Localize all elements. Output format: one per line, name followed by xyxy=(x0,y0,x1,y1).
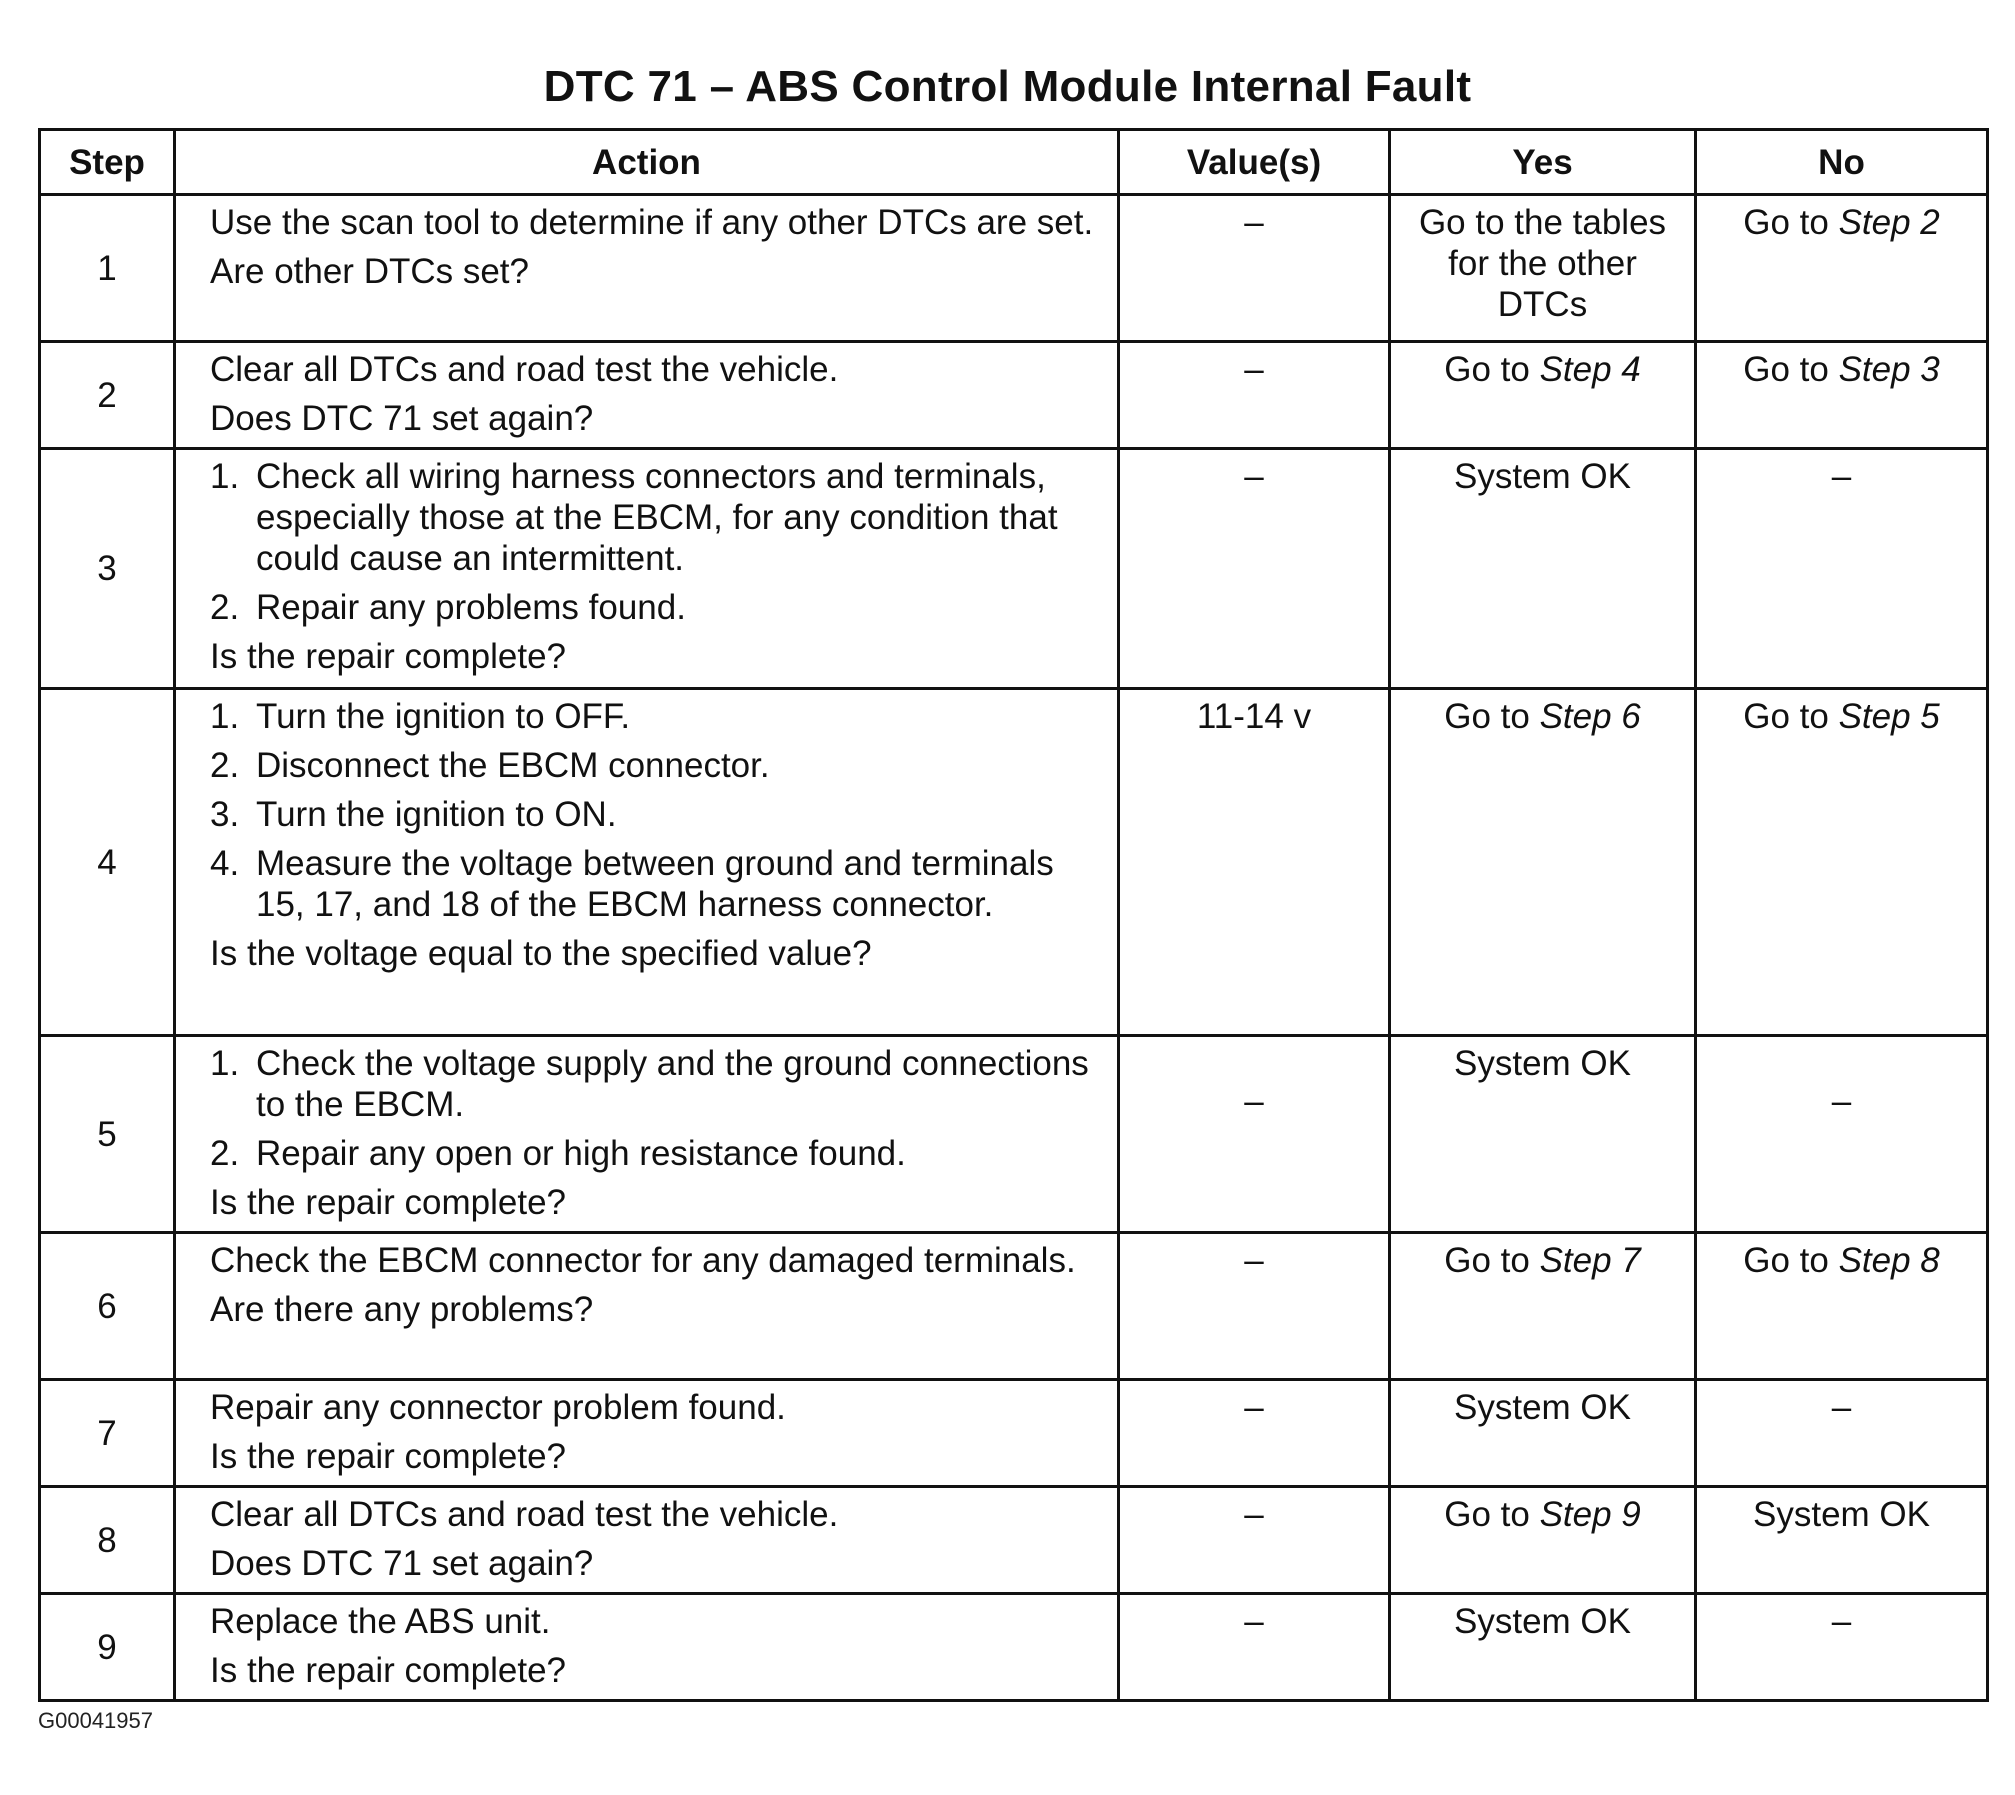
value-cell xyxy=(1119,689,1390,1036)
no-text xyxy=(1743,1240,1940,1281)
step-number: 7 xyxy=(40,1380,175,1487)
item-number: 2. xyxy=(210,746,240,785)
yes-cell xyxy=(1390,1380,1696,1487)
yes-text xyxy=(1444,1240,1641,1281)
no-prefix: Go to xyxy=(1743,203,1839,242)
action-list-item xyxy=(210,696,1103,737)
yes-step-link: Step 9 xyxy=(1539,1495,1641,1534)
action-cell xyxy=(175,195,1119,342)
no-prefix: Go to xyxy=(1743,697,1839,736)
action-text: Use the scan tool to determine if any other DTCs are set. xyxy=(210,203,1094,242)
table-row xyxy=(40,449,1988,689)
value-text: – xyxy=(1244,1602,1264,1641)
step-number: 3 xyxy=(40,449,175,689)
yes-cell xyxy=(1390,1594,1696,1701)
no-cell xyxy=(1696,1233,1988,1380)
yes-cell xyxy=(1390,449,1696,689)
no-cell xyxy=(1696,342,1988,449)
item-text: Check the voltage supply and the ground connections to the EBCM. xyxy=(256,1044,1089,1124)
action-question: Are there any problems? xyxy=(210,1290,594,1329)
yes-text: System OK xyxy=(1454,1388,1631,1427)
item-text: Measure the voltage between ground and terminals 15, 17, and 18 of the EBCM harness connector. xyxy=(256,844,1054,924)
no-cell xyxy=(1696,1594,1988,1701)
item-text: Turn the ignition to OFF. xyxy=(256,697,631,736)
step-number: 1 xyxy=(40,195,175,342)
table-row xyxy=(40,1594,1988,1701)
step-number: 5 xyxy=(40,1036,175,1233)
step-number: 4 xyxy=(40,689,175,1036)
action-cell xyxy=(175,449,1119,689)
value-text: – xyxy=(1244,1082,1264,1121)
action-cell xyxy=(175,1594,1119,1701)
yes-cell xyxy=(1390,342,1696,449)
yes-cell xyxy=(1390,195,1696,342)
action-list-item xyxy=(210,794,1103,835)
action-question: Is the voltage equal to the specified value? xyxy=(210,934,872,973)
value-cell xyxy=(1119,1036,1390,1233)
no-cell xyxy=(1696,1036,1988,1233)
diagnostic-table xyxy=(38,128,1989,1702)
table-row xyxy=(40,1487,1988,1594)
item-number: 3. xyxy=(210,795,240,834)
no-cell xyxy=(1696,449,1988,689)
yes-cell xyxy=(1390,689,1696,1036)
no-prefix: Go to xyxy=(1743,1241,1839,1280)
step-number: 6 xyxy=(40,1233,175,1380)
no-step-link: Step 8 xyxy=(1838,1241,1940,1280)
item-number: 1. xyxy=(210,457,240,496)
yes-text: System OK xyxy=(1454,457,1631,496)
item-number: 2. xyxy=(210,1134,240,1173)
header-step: Step xyxy=(40,130,175,195)
no-text: – xyxy=(1831,1602,1852,1641)
no-text: – xyxy=(1831,1082,1852,1121)
no-cell xyxy=(1696,689,1988,1036)
yes-text xyxy=(1444,349,1641,390)
item-text: Repair any problems found. xyxy=(256,588,686,627)
no-text xyxy=(1743,202,1940,243)
value-cell xyxy=(1119,1487,1390,1594)
action-cell xyxy=(175,342,1119,449)
no-text xyxy=(1743,349,1940,390)
value-cell xyxy=(1119,195,1390,342)
no-step-link: Step 5 xyxy=(1838,697,1940,736)
table-row xyxy=(40,195,1988,342)
action-question: Are other DTCs set? xyxy=(210,252,529,291)
no-text: – xyxy=(1831,457,1852,496)
value-cell xyxy=(1119,1594,1390,1701)
value-cell xyxy=(1119,1380,1390,1487)
yes-text xyxy=(1444,696,1641,737)
action-question: Does DTC 71 set again? xyxy=(210,399,594,438)
action-cell xyxy=(175,689,1119,1036)
value-text: – xyxy=(1244,203,1264,242)
figure-id: G00041957 xyxy=(38,1708,153,1733)
action-text: Replace the ABS unit. xyxy=(210,1602,551,1641)
yes-cell xyxy=(1390,1233,1696,1380)
table-row xyxy=(40,1233,1988,1380)
yes-text xyxy=(1444,1494,1641,1535)
action-question: Is the repair complete? xyxy=(210,1651,567,1690)
no-text xyxy=(1743,696,1940,737)
header-row xyxy=(40,130,1988,195)
no-text: – xyxy=(1831,1388,1852,1427)
action-text: Check the EBCM connector for any damaged terminals. xyxy=(210,1241,1076,1280)
page-title: DTC 71 – ABS Control Module Internal Fault xyxy=(543,62,1472,111)
yes-prefix: Go to xyxy=(1444,1495,1540,1534)
step-number: 8 xyxy=(40,1487,175,1594)
yes-text: Go to the tables for the other DTCs xyxy=(1418,203,1667,324)
action-list-item xyxy=(210,843,1103,925)
yes-step-link: Step 4 xyxy=(1539,350,1641,389)
action-question: Is the repair complete? xyxy=(210,1437,567,1476)
action-cell xyxy=(175,1233,1119,1380)
yes-prefix: Go to xyxy=(1444,697,1540,736)
header-action: Action xyxy=(175,130,1119,195)
value-cell xyxy=(1119,342,1390,449)
action-list-item xyxy=(210,745,1103,786)
header-yes: Yes xyxy=(1390,130,1696,195)
action-list-item xyxy=(210,1043,1103,1125)
action-question: Does DTC 71 set again? xyxy=(210,1544,594,1583)
yes-step-link: Step 6 xyxy=(1539,697,1641,736)
value-text: – xyxy=(1244,350,1264,389)
action-cell xyxy=(175,1380,1119,1487)
action-list-item xyxy=(210,587,1103,628)
yes-step-link: Step 7 xyxy=(1539,1241,1641,1280)
item-text: Repair any open or high resistance found. xyxy=(256,1134,906,1173)
value-text: – xyxy=(1244,1388,1264,1427)
no-step-link: Step 3 xyxy=(1838,350,1940,389)
action-cell xyxy=(175,1036,1119,1233)
action-cell xyxy=(175,1487,1119,1594)
step-number: 2 xyxy=(40,342,175,449)
value-text: – xyxy=(1244,457,1264,496)
action-list-item xyxy=(210,1133,1103,1174)
no-prefix: Go to xyxy=(1743,350,1839,389)
table-row xyxy=(40,342,1988,449)
yes-cell xyxy=(1390,1487,1696,1594)
table-row xyxy=(40,1036,1988,1233)
value-text: 11-14 v xyxy=(1196,697,1312,736)
item-number: 1. xyxy=(210,697,240,736)
yes-prefix: Go to xyxy=(1444,1241,1540,1280)
table-row xyxy=(40,689,1988,1036)
value-text: – xyxy=(1244,1495,1264,1534)
yes-text: System OK xyxy=(1454,1044,1631,1083)
item-number: 4. xyxy=(210,844,240,883)
header-values: Value(s) xyxy=(1119,130,1390,195)
item-text: Turn the ignition to ON. xyxy=(256,795,617,834)
yes-prefix: Go to xyxy=(1444,350,1540,389)
item-text: Disconnect the EBCM connector. xyxy=(256,746,770,785)
value-cell xyxy=(1119,1233,1390,1380)
no-cell xyxy=(1696,1487,1988,1594)
action-question: Is the repair complete? xyxy=(210,1183,567,1222)
step-number: 9 xyxy=(40,1594,175,1701)
yes-text: System OK xyxy=(1454,1602,1631,1641)
action-text: Repair any connector problem found. xyxy=(210,1388,786,1427)
action-question: Is the repair complete? xyxy=(210,637,567,676)
yes-cell xyxy=(1390,1036,1696,1233)
value-cell xyxy=(1119,449,1390,689)
value-text: – xyxy=(1244,1241,1264,1280)
item-text: Check all wiring harness connectors and terminals, especially those at the EBCM, for any condition that could cause an intermittent. xyxy=(256,457,1058,578)
header-no: No xyxy=(1696,130,1988,195)
item-number: 2. xyxy=(210,588,240,627)
no-text: System OK xyxy=(1753,1495,1930,1534)
no-cell xyxy=(1696,1380,1988,1487)
action-text: Clear all DTCs and road test the vehicle. xyxy=(210,350,839,389)
no-step-link: Step 2 xyxy=(1838,203,1940,242)
no-cell xyxy=(1696,195,1988,342)
action-text: Clear all DTCs and road test the vehicle. xyxy=(210,1495,839,1534)
item-number: 1. xyxy=(210,1044,240,1083)
table-row xyxy=(40,1380,1988,1487)
action-list-item xyxy=(210,456,1103,579)
